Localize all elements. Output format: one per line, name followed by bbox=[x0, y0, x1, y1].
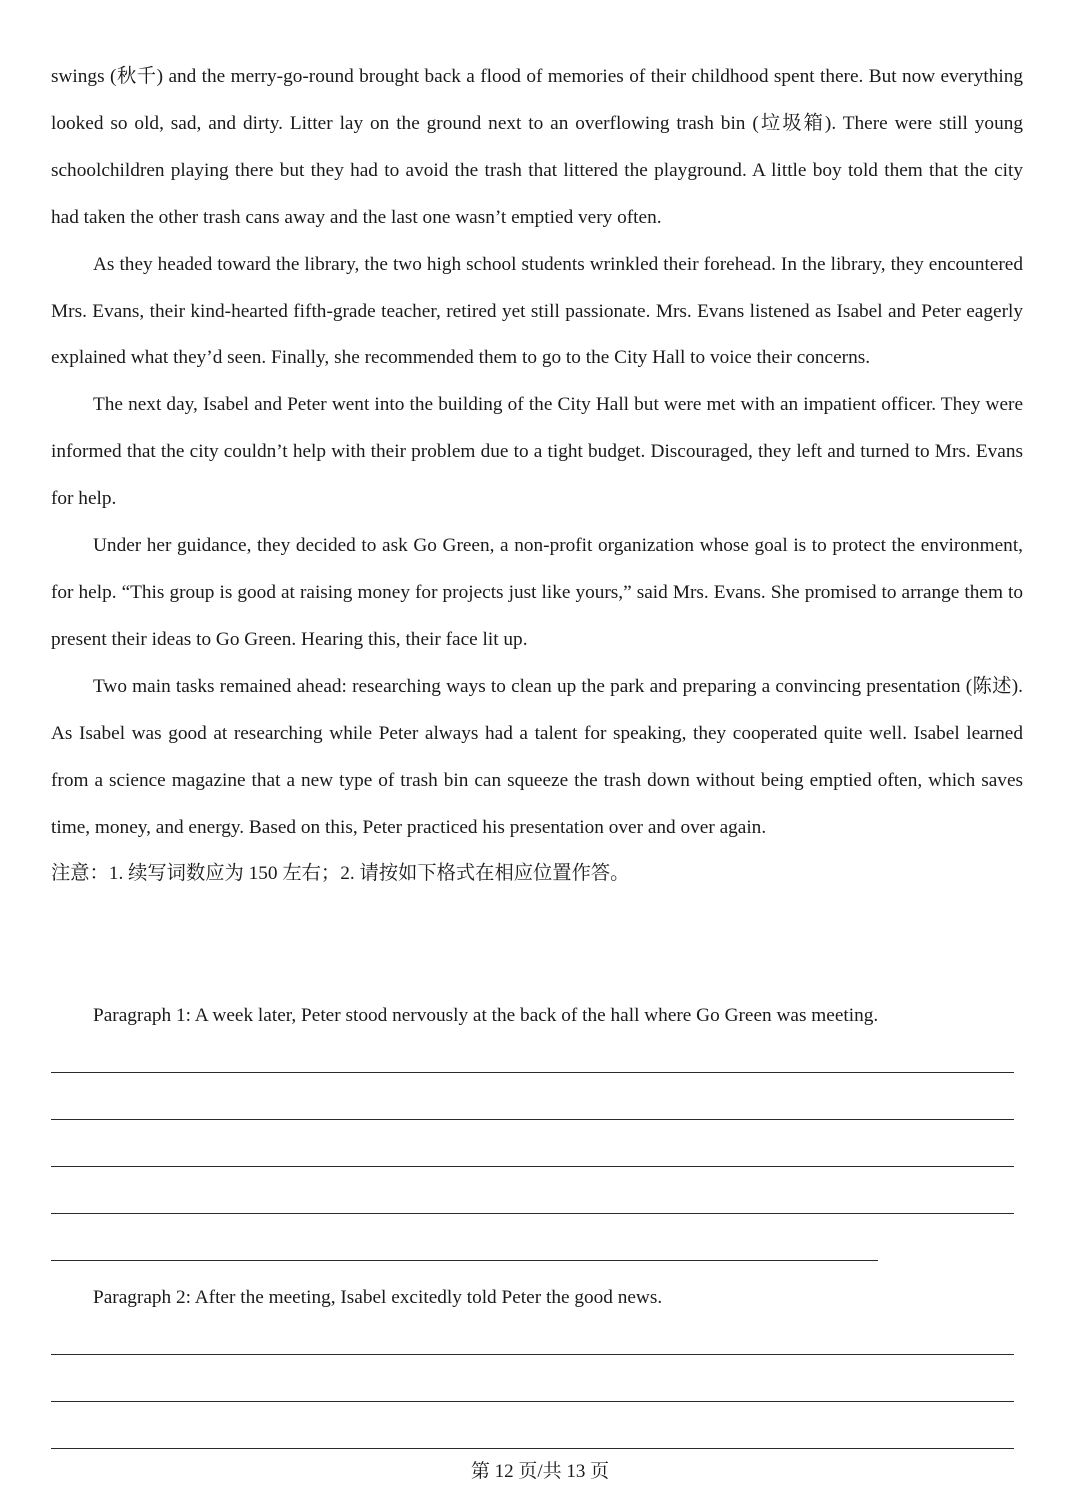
answer-line[interactable] bbox=[51, 1072, 1014, 1073]
paragraph-2-prompt: Paragraph 2: After the meeting, Isabel excitedly told Peter the good news. bbox=[93, 1287, 663, 1308]
page-number: 第 12 页/共 13 页 bbox=[470, 1461, 610, 1482]
passage bbox=[51, 54, 1023, 898]
answer-line[interactable] bbox=[51, 1213, 1014, 1214]
passage-paragraph-4: Under her guidance, they decided to ask Go Green, a non-profit organization whose goal is to protect the environment, for help. “This group is good at raising money for projects just like yours,” said Mrs. Evans. She promised to arrange them to present their ideas to Go Green. Hearing this, their face lit up. bbox=[51, 535, 1023, 650]
answer-line[interactable] bbox=[51, 1166, 1014, 1167]
passage-paragraph-3: The next day, Isabel and Peter went into the building of the City Hall but were met with an impatient officer. They were informed that the city couldn’t help with their problem due to a tight budget. Discouraged, they left and turned to Mrs. Evans for help. bbox=[51, 394, 1023, 510]
instructions-note: 注意：1. 续写词数应为 150 左右；2. 请按如下格式在相应位置作答。 bbox=[51, 863, 630, 885]
answer-line[interactable] bbox=[51, 1260, 878, 1261]
answer-line[interactable] bbox=[51, 1354, 1014, 1355]
paragraph-1-prompt: Paragraph 1: A week later, Peter stood nervously at the back of the hall where Go Green was meeting. bbox=[93, 1005, 879, 1026]
passage-paragraph-1: swings (秋千) and the merry-go-round brought back a flood of memories of their childhood spent there. But now everything looked so old, sad, and dirty. Litter lay on the ground next to an overflowing trash bin (垃圾箱). There were still young schoolchildren playing there but they had to avoid the trash that littered the playground. A little boy told them that the city had taken the other trash cans away and the last one wasn’t emptied very often. bbox=[51, 66, 1023, 228]
answer-line[interactable] bbox=[51, 1401, 1014, 1402]
passage-paragraph-2: As they headed toward the library, the two high school students wrinkled their forehead. In the library, they encountered Mrs. Evans, their kind-hearted fifth-grade teacher, retired yet still passionate. Mrs. Evans listened as Isabel and Peter eagerly explained what they’d seen. Finally, she recommended them to go to the City Hall to voice their concerns. bbox=[51, 253, 1023, 369]
answer-line[interactable] bbox=[51, 1448, 1014, 1449]
passage-paragraph-5: Two main tasks remained ahead: researching ways to clean up the park and preparing a convincing presentation (陈述). As Isabel was good at researching while Peter always had a talent for speaking, they cooperated quite well. Isabel learned from a science magazine that a new type of trash bin can squeeze the trash down without being emptied often, which saves time, money, and energy. Based on this, Peter practiced his presentation over and over again. bbox=[51, 675, 1024, 838]
answer-line[interactable] bbox=[51, 1119, 1014, 1120]
